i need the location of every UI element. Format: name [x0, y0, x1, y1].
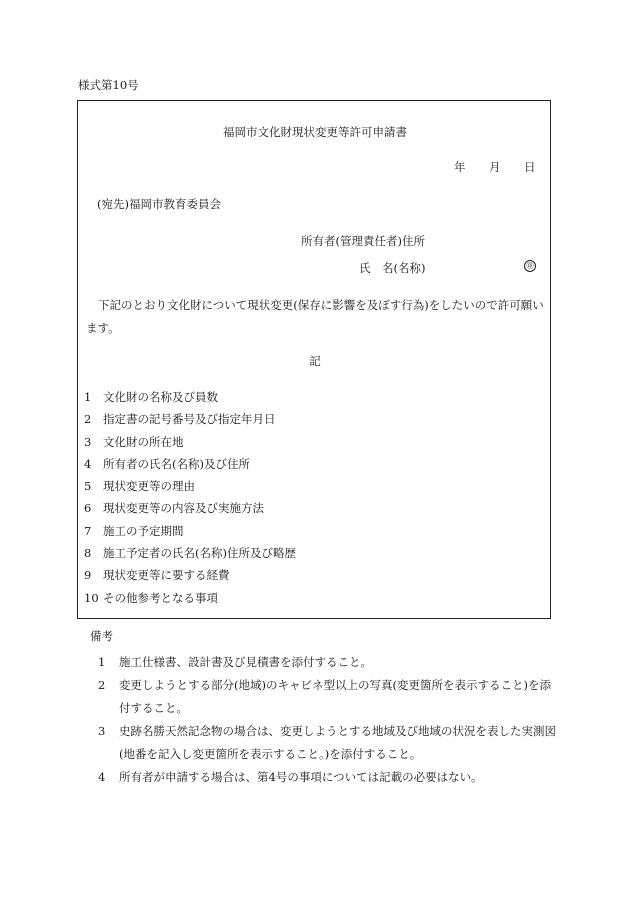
item-number: 7 [84, 523, 92, 538]
list-item [84, 564, 296, 586]
item-text: 施工予定者の氏名(名称)住所及び略歴 [103, 546, 296, 561]
note-item [98, 766, 558, 789]
seal-mark: ㊞ [524, 260, 536, 272]
note-number: 3 [98, 724, 106, 738]
note-item [98, 651, 558, 674]
date-month-label: 月 [489, 160, 501, 174]
item-text: 施工の予定期間 [103, 523, 184, 538]
item-text: 現状変更等の理由 [103, 479, 195, 494]
list-item [84, 520, 296, 542]
owner-address-label: 所有者(管理責任者)住所 [301, 234, 425, 248]
item-number: 10 [84, 590, 99, 605]
list-item [84, 497, 296, 519]
request-statement [86, 294, 546, 340]
list-item [84, 587, 296, 609]
note-item [98, 720, 558, 766]
ki-heading: 記 [309, 354, 321, 368]
item-number: 6 [84, 501, 92, 516]
item-text: 現状変更等の内容及び実施方法 [103, 501, 264, 516]
note-item [98, 674, 558, 720]
item-number: 9 [84, 568, 92, 583]
date-year-label: 年 [454, 160, 466, 174]
note-number: 1 [98, 655, 106, 669]
item-number: 2 [84, 412, 92, 427]
request-text: 下記のとおり文化財について現状変更(保存に影響を及ぼす行為)をしたいので許可願います。 [86, 298, 544, 335]
item-number: 4 [84, 456, 92, 471]
notes-title: 備考 [90, 629, 113, 643]
item-number: 5 [84, 479, 92, 494]
item-text: 現状変更等に要する経費 [103, 568, 230, 583]
owner-name-label: 氏 名(名称) [359, 261, 426, 275]
item-text: 指定書の記号番号及び指定年月日 [103, 412, 276, 427]
form-title: 福岡市文化財現状変更等許可申請書 [223, 125, 407, 139]
list-item [84, 475, 296, 497]
item-text: 文化財の名称及び員数 [103, 390, 218, 404]
item-number: 8 [84, 546, 92, 561]
note-number: 4 [98, 770, 106, 784]
note-number: 2 [98, 678, 106, 692]
item-text: 所有者の氏名(名称)及び住所 [103, 456, 250, 471]
notes-list [98, 651, 558, 789]
note-text: 施工仕様書、設計書及び見積書を添付すること。 [119, 655, 372, 669]
note-text: 所有者が申請する場合は、第4号の事項については記載の必要はない。 [119, 770, 483, 784]
item-list [84, 386, 296, 609]
item-text: 文化財の所在地 [103, 434, 184, 449]
list-item [84, 453, 296, 475]
list-item [84, 431, 296, 453]
item-text: その他参考となる事項 [103, 590, 218, 605]
date-day-label: 日 [524, 160, 536, 174]
list-item [84, 408, 296, 430]
form-number: 様式第10号 [78, 78, 139, 92]
list-item [84, 542, 296, 564]
note-text: 変更しようとする部分(地域)のキャビネ型以上の写真(変更箇所を表示すること)を添付すること。 [119, 678, 551, 715]
note-text: 史跡名勝天然記念物の場合は、変更しようとする地域及び地域の状況を表した実測図(地番を記入し変更箇所を表示すること。)を添付すること。 [119, 724, 556, 761]
addressee: (宛先)福岡市教育委員会 [97, 197, 221, 211]
item-number: 3 [84, 434, 92, 449]
list-item [84, 386, 296, 408]
item-number: 1 [84, 390, 92, 404]
